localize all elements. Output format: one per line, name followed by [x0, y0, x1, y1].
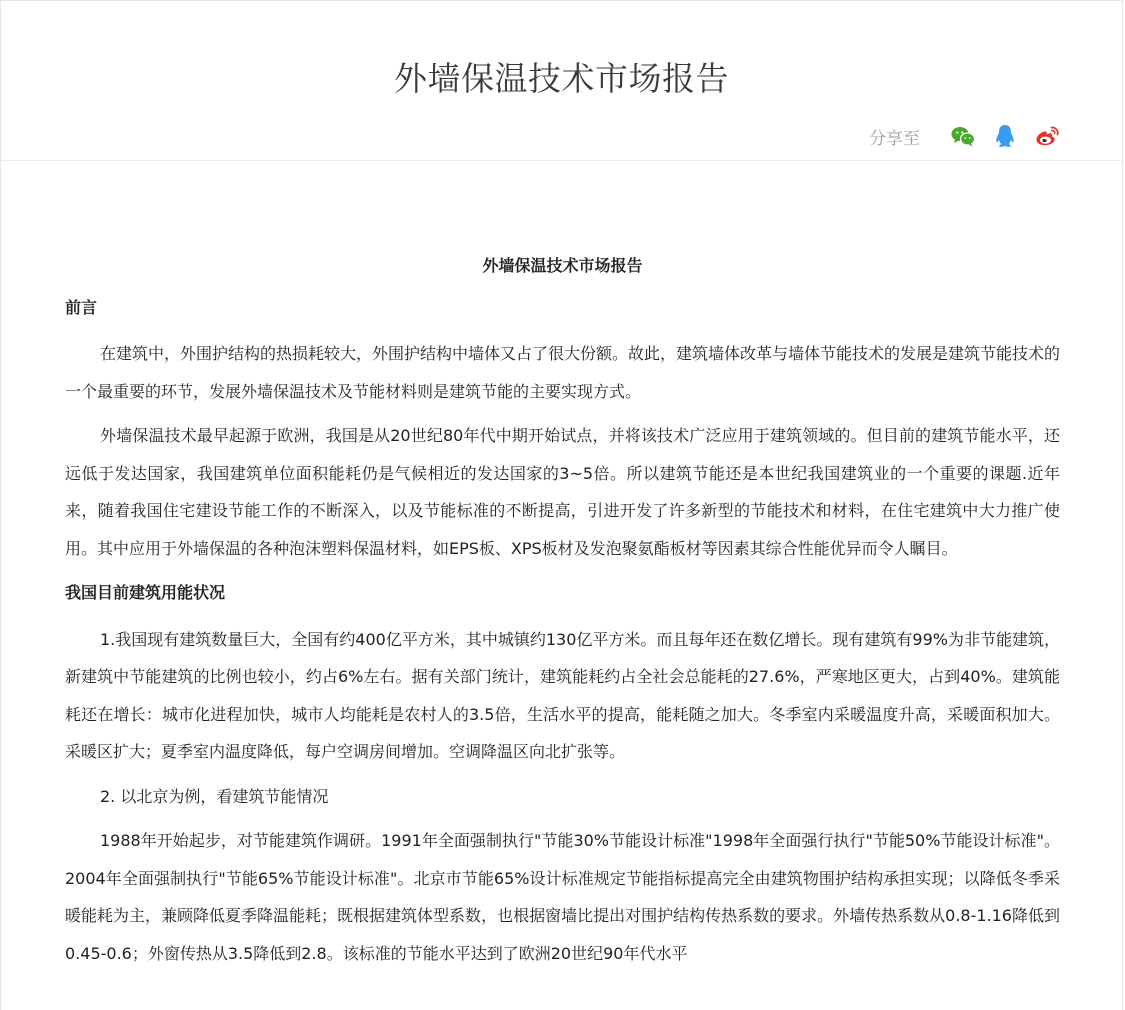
article-body	[65, 241, 1060, 979]
page-title: 外墙保温技术市场报告	[394, 59, 729, 98]
article-header	[1, 1, 1122, 161]
paragraph: 2. 以北京为例，看建筑节能情况	[100, 786, 329, 806]
section-heading-preface: 前言	[65, 297, 98, 317]
wechat-icon[interactable]	[950, 123, 976, 149]
paragraph: 1.我国现有建筑数量巨大，全国有约400亿平方米，其中城镇约130亿平方米。而且每年还在数亿增长。现有建筑有99%为非节能建筑，新建筑中节能建筑的比例也较小，约占6%左右。据有关部门统计，建筑能耗约占全社会总能耗的27.6%，严寒地区更大，占到40%。建筑能耗还在增长：城市化进程加快，城市人均能耗是农村人的3.5倍，生活水平的提高，能耗随之加大。冬季室内采暖温度升高，采暖面积加大。采暖区扩大；夏季室内温度降低，每户空调房间增加。空调降温区向北扩张等。	[65, 629, 1060, 761]
article-title: 外墙保温技术市场报告	[482, 256, 643, 275]
weibo-icon[interactable]	[1034, 123, 1060, 149]
section-heading-energy-status: 我国目前建筑用能状况	[65, 583, 226, 602]
share-label: 分享至	[869, 128, 920, 149]
paragraph: 1988年开始起步，对节能建筑作调研。1991年全面强制执行"节能30%节能设计标准"1998年全面强行执行"节能50%节能设计标准"。2004年全面强制执行"节能65%节能设计标准"。北京市节能65%设计标准规定节能指标提高完全由建筑物围护结构承担实现；以降低冬季采暖能耗为主，兼顾降低夏季降温能耗；既根据建筑体型系数，也根据窗墙比提出对围护结构传热系数的要求。外墙传热系数从0.8-1.16降低到0.45-0.6；外窗传热从3.5降低到2.8。该标准的节能水平达到了欧洲20世纪90年代水平	[65, 831, 1060, 963]
qq-icon[interactable]	[992, 123, 1018, 149]
paragraph: 外墙保温技术最早起源于欧洲，我国是从20世纪80年代中期开始试点，并将该技术广泛应用于建筑领域的。但目前的建筑节能水平，还远低于发达国家，我国建筑单位面积能耗仍是气候相近的发达国家的3~5倍。所以建筑节能还是本世纪我国建筑业的一个重要的课题.近年来，随着我国住宅建设节能工作的不断深入，以及节能标准的不断提高，引进开发了许多新型的节能技术和材料，在住宅建筑中大力推广使用。其中应用于外墙保温的各种泡沫塑料保温材料，如EPS板、XPS板材及发泡聚氨酯板材等因素其综合性能优异而令人瞩目。	[65, 426, 1060, 558]
share-bar	[869, 122, 1060, 150]
paragraph: 在建筑中，外围护结构的热损耗较大，外围护结构中墙体又占了很大份额。故此，建筑墙体改革与墙体节能技术的发展是建筑节能技术的一个最重要的环节，发展外墙保温技术及节能材料则是建筑节能的主要实现方式。	[65, 344, 1061, 401]
